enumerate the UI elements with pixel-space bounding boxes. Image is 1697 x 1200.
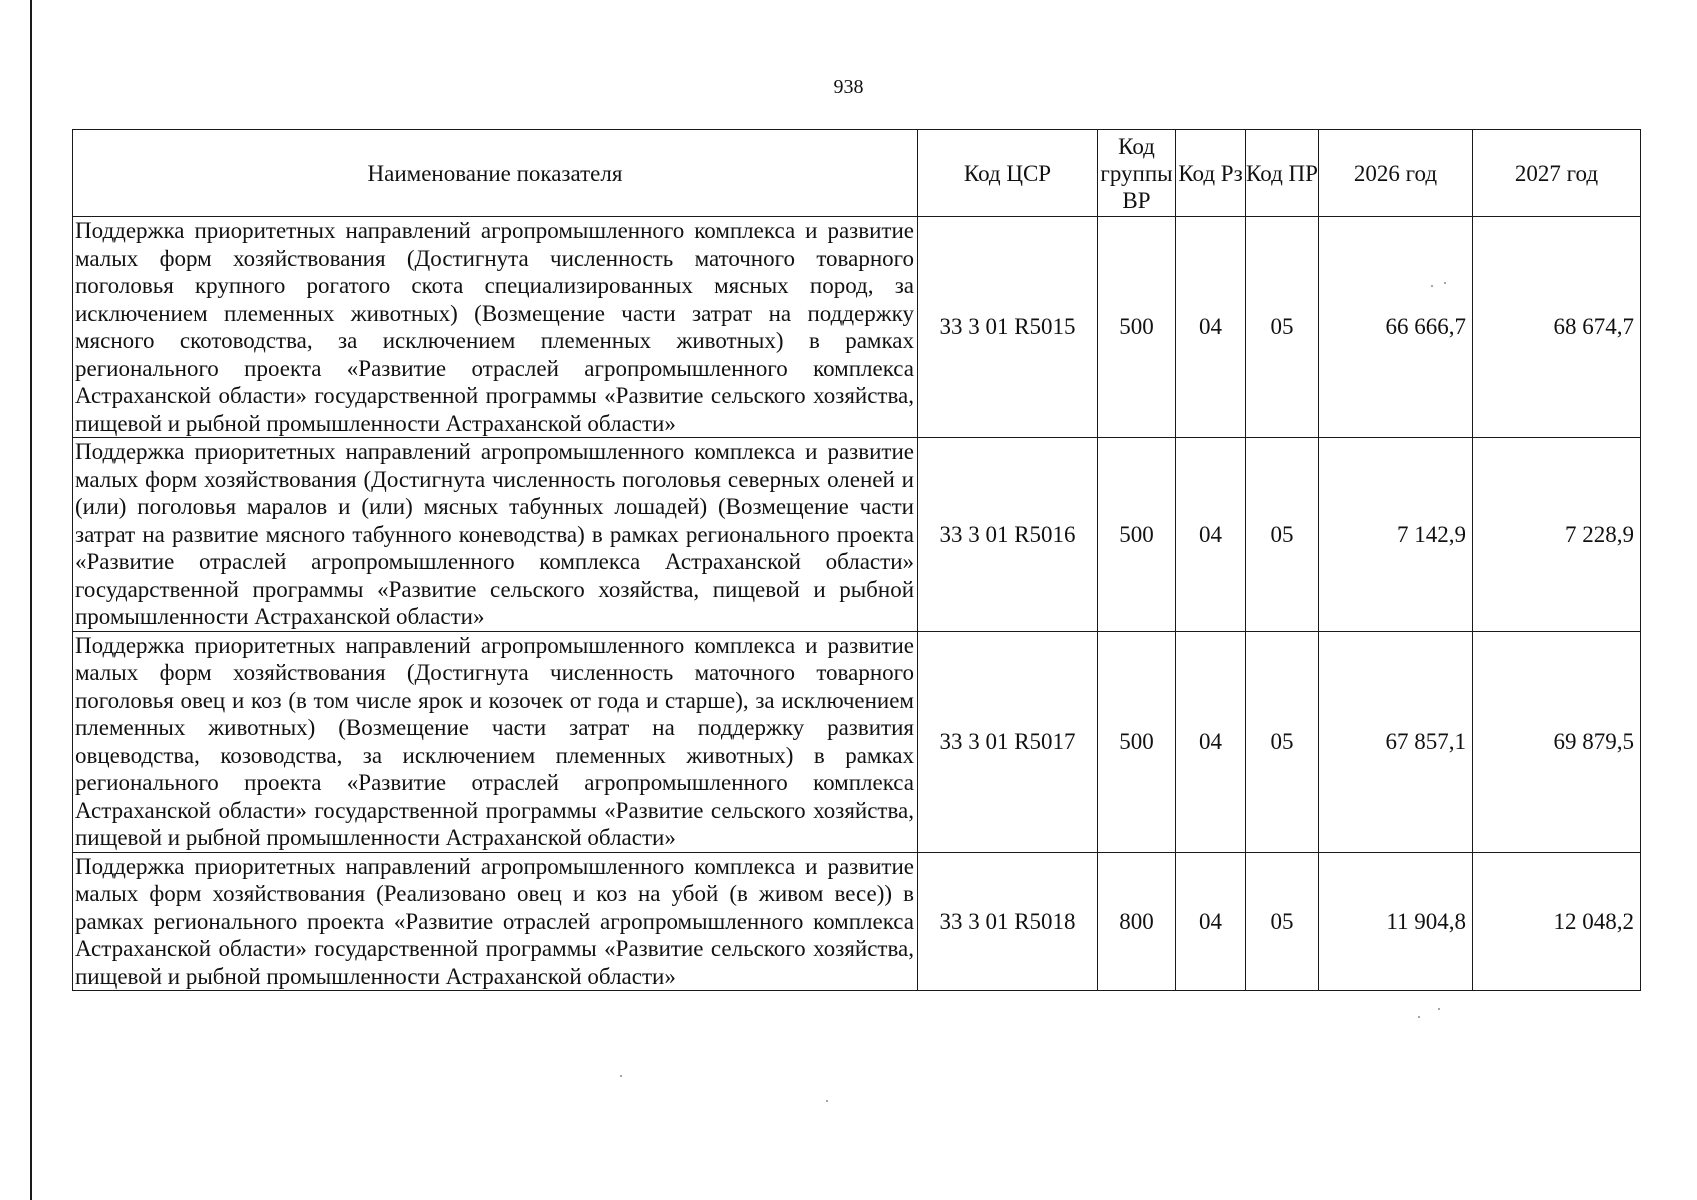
row-vr: 500 [1098,631,1176,852]
budget-table [72,129,1641,991]
row-rz: 04 [1176,631,1246,852]
header-vr: Код группы ВР [1098,130,1176,217]
row-name: Поддержка приоритетных направлений агропромышленного комплекса и развитие малых форм хозяйствования (Достигнута численность маточного товарного поголовья крупного рогатого скота специализированных мясных пород, за исключением племенных животных) (Возмещение части затрат на поддержку мясного скотоводства, за исключением племенных животных) в рамках регионального проекта «Развитие отраслей агропромышленного комплекса Астраханской области» государственной программы «Развитие сельского хозяйства, пищевой и рыбной промышленности Астраханской области» [73,217,918,438]
scan-speck [1418,1016,1420,1018]
row-pr: 05 [1246,217,1319,438]
row-2027: 12 048,2 [1473,852,1641,991]
table-row [73,217,1641,438]
scan-speck [826,1100,828,1102]
row-name: Поддержка приоритетных направлений агропромышленного комплекса и развитие малых форм хозяйствования (Реализовано овец и коз на убой (в живом весе)) в рамках регионального проекта «Развитие отраслей агропромышленного комплекса Астраханской области» государственной программы «Развитие сельского хозяйства, пищевой и рыбной промышленности Астраханской области» [73,852,918,991]
row-pr: 05 [1246,438,1319,632]
header-row [73,130,1641,217]
scan-speck [1438,1008,1440,1010]
table-row [73,438,1641,632]
table-body [73,217,1641,991]
row-csr: 33 3 01 R5015 [918,217,1098,438]
page-number: 938 [833,76,864,98]
row-vr: 500 [1098,438,1176,632]
row-vr: 800 [1098,852,1176,991]
row-rz: 04 [1176,852,1246,991]
row-csr: 33 3 01 R5016 [918,438,1098,632]
header-name: Наименование показателя [73,130,918,217]
row-name: Поддержка приоритетных направлений агропромышленного комплекса и развитие малых форм хозяйствования (Достигнута численность поголовья северных оленей и (или) поголовья маралов и (или) мясных табунных лошадей) (Возмещение части затрат на развитие мясного табунного коневодства) в рамках регионального проекта «Развитие отраслей агропромышленного комплекса Астраханской области» государственной программы «Развитие сельского хозяйства, пищевой и рыбной промышленности Астраханской области» [73,438,918,632]
scan-speck [1431,285,1433,287]
row-2026: 7 142,9 [1319,438,1473,632]
header-2027: 2027 год [1473,130,1641,217]
row-2026: 66 666,7 [1319,217,1473,438]
table-row [73,852,1641,991]
row-name: Поддержка приоритетных направлений агропромышленного комплекса и развитие малых форм хозяйствования (Достигнута численность маточного товарного поголовья овец и коз (в том числе ярок и козочек от года и старше), за исключением племенных животных) (Возмещение части затрат на поддержку развития овцеводства, козоводства, за исключением племенных животных) в рамках регионального проекта «Развитие отраслей агропромышленного комплекса Астраханской области» государственной программы «Развитие сельского хозяйства, пищевой и рыбной промышленности Астраханской области» [73,631,918,852]
row-pr: 05 [1246,852,1319,991]
table-row [73,631,1641,852]
header-csr: Код ЦСР [918,130,1098,217]
row-pr: 05 [1246,631,1319,852]
row-rz: 04 [1176,438,1246,632]
row-rz: 04 [1176,217,1246,438]
header-rz: Код Рз [1176,130,1246,217]
header-2026: 2026 год [1319,130,1473,217]
binding-margin-line [30,0,32,1200]
row-2027: 7 228,9 [1473,438,1641,632]
row-csr: 33 3 01 R5018 [918,852,1098,991]
row-2027: 69 879,5 [1473,631,1641,852]
table-header [73,130,1641,217]
row-2026: 11 904,8 [1319,852,1473,991]
header-pr: Код ПР [1246,130,1319,217]
row-vr: 500 [1098,217,1176,438]
row-2026: 67 857,1 [1319,631,1473,852]
scan-speck [1444,282,1446,284]
scan-speck [620,1075,622,1077]
row-2027: 68 674,7 [1473,217,1641,438]
row-csr: 33 3 01 R5017 [918,631,1098,852]
